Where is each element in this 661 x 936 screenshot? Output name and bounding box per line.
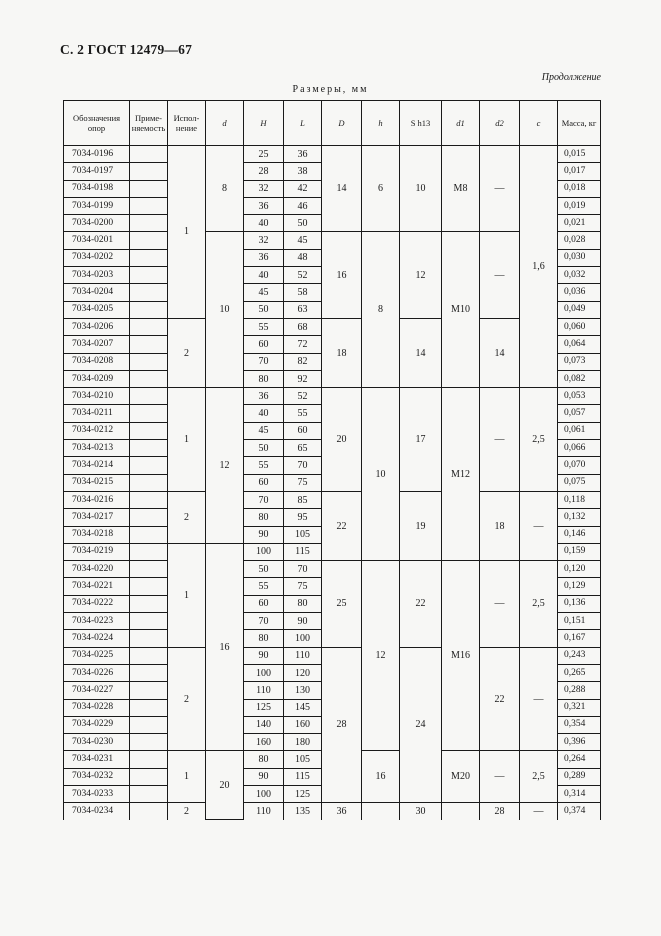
applicability-cell xyxy=(130,751,168,768)
mass-cell: 0,053 xyxy=(558,388,601,405)
L-cell: 68 xyxy=(284,318,322,335)
d-cell: 8 xyxy=(206,146,244,232)
applicability-cell xyxy=(130,318,168,335)
designation-cell: 7034-0227 xyxy=(64,682,130,699)
mass-cell: 0,057 xyxy=(558,405,601,422)
applicability-cell xyxy=(130,613,168,630)
L-cell: 115 xyxy=(284,768,322,785)
mass-cell: 0,082 xyxy=(558,370,601,387)
dimensions-caption: Размеры, мм xyxy=(292,84,369,95)
designation-cell: 7034-0220 xyxy=(64,561,130,578)
L-cell: 120 xyxy=(284,664,322,681)
designation-cell: 7034-0222 xyxy=(64,595,130,612)
H-cell: 60 xyxy=(244,336,284,353)
c-cell: — xyxy=(520,647,558,751)
mass-cell: 0,136 xyxy=(558,595,601,612)
mass-cell: 0,049 xyxy=(558,301,601,318)
L-cell: 45 xyxy=(284,232,322,249)
applicability-cell xyxy=(130,353,168,370)
mass-cell: 0,132 xyxy=(558,509,601,526)
designation-cell: 7034-0217 xyxy=(64,509,130,526)
designation-cell: 7034-0212 xyxy=(64,422,130,439)
page-title: С. 2 ГОСТ 12479—67 xyxy=(60,42,193,57)
version-cell: 1 xyxy=(168,146,206,319)
designation-cell: 7034-0196 xyxy=(64,146,130,163)
H-cell: 32 xyxy=(244,232,284,249)
L-cell: 70 xyxy=(284,457,322,474)
L-cell: 95 xyxy=(284,509,322,526)
d1-cell: M8 xyxy=(442,146,480,232)
H-cell: 100 xyxy=(244,543,284,560)
c-cell: 1,6 xyxy=(520,146,558,388)
applicability-cell xyxy=(130,526,168,543)
designation-cell: 7034-0206 xyxy=(64,318,130,335)
L-cell: 46 xyxy=(284,197,322,214)
mass-cell: 0,019 xyxy=(558,197,601,214)
version-cell: 1 xyxy=(168,543,206,647)
D-cell: 22 xyxy=(322,491,362,560)
H-cell: 70 xyxy=(244,613,284,630)
mass-cell: 0,265 xyxy=(558,664,601,681)
designation-cell: 7034-0230 xyxy=(64,734,130,751)
mass-cell: 0,061 xyxy=(558,422,601,439)
L-cell: 48 xyxy=(284,249,322,266)
header-h: h xyxy=(362,101,400,146)
designation-cell: 7034-0205 xyxy=(64,301,130,318)
designation-cell: 7034-0225 xyxy=(64,647,130,664)
D-cell: 28 xyxy=(322,647,362,803)
designation-cell: 7034-0197 xyxy=(64,163,130,180)
applicability-cell xyxy=(130,803,168,820)
L-cell: 100 xyxy=(284,630,322,647)
header-mass: Масса, кг xyxy=(558,101,601,146)
applicability-cell xyxy=(130,457,168,474)
H-cell: 80 xyxy=(244,509,284,526)
h-cell: 10 xyxy=(362,388,400,561)
applicability-cell xyxy=(130,768,168,785)
d1-cell: M16 xyxy=(442,561,480,751)
L-cell: 180 xyxy=(284,734,322,751)
designation-cell: 7034-0232 xyxy=(64,768,130,785)
applicability-cell xyxy=(130,267,168,284)
d-cell: 12 xyxy=(206,388,244,544)
mass-cell: 0,032 xyxy=(558,267,601,284)
designation-cell: 7034-0231 xyxy=(64,751,130,768)
S-cell: 30 xyxy=(400,803,442,820)
applicability-cell xyxy=(130,215,168,232)
H-cell: 50 xyxy=(244,561,284,578)
H-cell: 60 xyxy=(244,595,284,612)
applicability-cell xyxy=(130,595,168,612)
applicability-cell xyxy=(130,163,168,180)
H-cell: 50 xyxy=(244,440,284,457)
applicability-cell xyxy=(130,699,168,716)
designation-cell: 7034-0203 xyxy=(64,267,130,284)
continuation-label: Продолжение xyxy=(541,72,601,83)
d2-cell: 22 xyxy=(480,647,520,751)
L-cell: 63 xyxy=(284,301,322,318)
applicability-cell xyxy=(130,664,168,681)
designation-cell: 7034-0229 xyxy=(64,716,130,733)
designation-cell: 7034-0198 xyxy=(64,180,130,197)
applicability-cell xyxy=(130,405,168,422)
mass-cell: 0,321 xyxy=(558,699,601,716)
designation-cell: 7034-0199 xyxy=(64,197,130,214)
applicability-cell xyxy=(130,422,168,439)
H-cell: 70 xyxy=(244,491,284,508)
H-cell: 45 xyxy=(244,422,284,439)
L-cell: 52 xyxy=(284,267,322,284)
d2-cell: — xyxy=(480,232,520,318)
designation-cell: 7034-0211 xyxy=(64,405,130,422)
H-cell: 36 xyxy=(244,249,284,266)
applicability-cell xyxy=(130,301,168,318)
H-cell: 110 xyxy=(244,682,284,699)
L-cell: 72 xyxy=(284,336,322,353)
L-cell: 85 xyxy=(284,491,322,508)
d2-cell: — xyxy=(480,146,520,232)
mass-cell: 0,288 xyxy=(558,682,601,699)
L-cell: 55 xyxy=(284,405,322,422)
designation-cell: 7034-0221 xyxy=(64,578,130,595)
header-version: Испол- нение xyxy=(168,101,206,146)
applicability-cell xyxy=(130,440,168,457)
mass-cell: 0,015 xyxy=(558,146,601,163)
table-header xyxy=(64,101,601,146)
applicability-cell xyxy=(130,561,168,578)
mass-cell: 0,070 xyxy=(558,457,601,474)
L-cell: 145 xyxy=(284,699,322,716)
H-cell: 36 xyxy=(244,197,284,214)
mass-cell: 0,396 xyxy=(558,734,601,751)
mass-cell: 0,354 xyxy=(558,716,601,733)
designation-cell: 7034-0218 xyxy=(64,526,130,543)
H-cell: 90 xyxy=(244,768,284,785)
mass-cell: 0,146 xyxy=(558,526,601,543)
designation-cell: 7034-0223 xyxy=(64,613,130,630)
L-cell: 130 xyxy=(284,682,322,699)
designation-cell: 7034-0226 xyxy=(64,664,130,681)
mass-cell: 0,073 xyxy=(558,353,601,370)
designation-cell: 7034-0228 xyxy=(64,699,130,716)
mass-cell: 0,018 xyxy=(558,180,601,197)
applicability-cell xyxy=(130,180,168,197)
applicability-cell xyxy=(130,146,168,163)
designation-cell: 7034-0224 xyxy=(64,630,130,647)
D-cell: 14 xyxy=(322,146,362,232)
applicability-cell xyxy=(130,491,168,508)
d2-cell: 28 xyxy=(480,803,520,820)
H-cell: 40 xyxy=(244,215,284,232)
designation-cell: 7034-0214 xyxy=(64,457,130,474)
applicability-cell xyxy=(130,785,168,802)
version-cell: 2 xyxy=(168,647,206,751)
H-cell: 55 xyxy=(244,578,284,595)
L-cell: 105 xyxy=(284,526,322,543)
table-row xyxy=(64,146,601,163)
S-cell: 24 xyxy=(400,647,442,803)
mass-cell: 0,118 xyxy=(558,491,601,508)
H-cell: 80 xyxy=(244,630,284,647)
D-cell: 20 xyxy=(322,388,362,492)
H-cell: 36 xyxy=(244,388,284,405)
table-row xyxy=(64,491,601,508)
H-cell: 100 xyxy=(244,785,284,802)
mass-cell: 0,017 xyxy=(558,163,601,180)
h-cell: 6 xyxy=(362,146,400,232)
L-cell: 125 xyxy=(284,785,322,802)
d2-cell: — xyxy=(480,388,520,492)
d1-cell: M20 xyxy=(442,751,480,803)
H-cell: 90 xyxy=(244,647,284,664)
designation-cell: 7034-0201 xyxy=(64,232,130,249)
d-cell: 20 xyxy=(206,751,244,820)
applicability-cell xyxy=(130,370,168,387)
L-cell: 50 xyxy=(284,215,322,232)
H-cell: 125 xyxy=(244,699,284,716)
mass-cell: 0,167 xyxy=(558,630,601,647)
L-cell: 80 xyxy=(284,595,322,612)
designation-cell: 7034-0209 xyxy=(64,370,130,387)
h-cell: 12 xyxy=(362,561,400,751)
d2-cell: 18 xyxy=(480,491,520,560)
d2-cell: — xyxy=(480,751,520,803)
applicability-cell xyxy=(130,249,168,266)
applicability-cell xyxy=(130,543,168,560)
mass-cell: 0,289 xyxy=(558,768,601,785)
mass-cell: 0,314 xyxy=(558,785,601,802)
c-cell: 2,5 xyxy=(520,388,558,492)
applicability-cell xyxy=(130,474,168,491)
d-cell: 10 xyxy=(206,232,244,388)
d2-cell: — xyxy=(480,561,520,647)
L-cell: 38 xyxy=(284,163,322,180)
d-cell: 16 xyxy=(206,543,244,751)
applicability-cell xyxy=(130,388,168,405)
L-cell: 92 xyxy=(284,370,322,387)
L-cell: 90 xyxy=(284,613,322,630)
header-d1: d1 xyxy=(442,101,480,146)
designation-cell: 7034-0207 xyxy=(64,336,130,353)
applicability-cell xyxy=(130,630,168,647)
L-cell: 160 xyxy=(284,716,322,733)
H-cell: 90 xyxy=(244,526,284,543)
mass-cell: 0,151 xyxy=(558,613,601,630)
designation-cell: 7034-0204 xyxy=(64,284,130,301)
L-cell: 110 xyxy=(284,647,322,664)
table-row xyxy=(64,388,601,405)
H-cell: 25 xyxy=(244,146,284,163)
header-S: S h13 xyxy=(400,101,442,146)
mass-cell: 0,243 xyxy=(558,647,601,664)
D-cell: 18 xyxy=(322,318,362,387)
H-cell: 40 xyxy=(244,267,284,284)
table-row xyxy=(64,561,601,578)
designation-cell: 7034-0208 xyxy=(64,353,130,370)
mass-cell: 0,075 xyxy=(558,474,601,491)
H-cell: 45 xyxy=(244,284,284,301)
version-cell: 2 xyxy=(168,491,206,543)
c-cell: — xyxy=(520,803,558,820)
header-L: L xyxy=(284,101,322,146)
version-cell: 1 xyxy=(168,388,206,492)
H-cell: 80 xyxy=(244,751,284,768)
header-d: d xyxy=(206,101,244,146)
mass-cell: 0,374 xyxy=(558,803,601,820)
L-cell: 115 xyxy=(284,543,322,560)
applicability-cell xyxy=(130,734,168,751)
applicability-cell xyxy=(130,716,168,733)
designation-cell: 7034-0210 xyxy=(64,388,130,405)
header-d2: d2 xyxy=(480,101,520,146)
H-cell: 55 xyxy=(244,318,284,335)
L-cell: 105 xyxy=(284,751,322,768)
L-cell: 65 xyxy=(284,440,322,457)
L-cell: 70 xyxy=(284,561,322,578)
c-cell: — xyxy=(520,491,558,560)
L-cell: 36 xyxy=(284,146,322,163)
S-cell: 14 xyxy=(400,318,442,387)
L-cell: 52 xyxy=(284,388,322,405)
version-cell: 1 xyxy=(168,751,206,803)
h-cell: 16 xyxy=(362,751,400,803)
applicability-cell xyxy=(130,232,168,249)
L-cell: 60 xyxy=(284,422,322,439)
mass-cell: 0,066 xyxy=(558,440,601,457)
S-cell: 12 xyxy=(400,232,442,318)
S-cell: 19 xyxy=(400,491,442,560)
H-cell: 60 xyxy=(244,474,284,491)
H-cell: 28 xyxy=(244,163,284,180)
H-cell: 140 xyxy=(244,716,284,733)
L-cell: 75 xyxy=(284,578,322,595)
applicability-cell xyxy=(130,647,168,664)
mass-cell: 0,028 xyxy=(558,232,601,249)
L-cell: 58 xyxy=(284,284,322,301)
S-cell: 10 xyxy=(400,146,442,232)
d1-cell: M10 xyxy=(442,232,480,388)
designation-cell: 7034-0234 xyxy=(64,803,130,820)
specification-table xyxy=(63,100,601,820)
header-H: H xyxy=(244,101,284,146)
d1-cell: M12 xyxy=(442,388,480,561)
S-cell: 22 xyxy=(400,561,442,647)
d1-cell xyxy=(442,803,480,820)
designation-cell: 7034-0216 xyxy=(64,491,130,508)
mass-cell: 0,064 xyxy=(558,336,601,353)
D-cell: 36 xyxy=(322,803,362,820)
applicability-cell xyxy=(130,578,168,595)
header-D: D xyxy=(322,101,362,146)
applicability-cell xyxy=(130,509,168,526)
header-row xyxy=(64,101,601,146)
H-cell: 80 xyxy=(244,370,284,387)
header-applicability: Приме- няемость xyxy=(130,101,168,146)
H-cell: 160 xyxy=(244,734,284,751)
H-cell: 55 xyxy=(244,457,284,474)
H-cell: 110 xyxy=(244,803,284,820)
header-c: c xyxy=(520,101,558,146)
table-row xyxy=(64,647,601,664)
designation-cell: 7034-0200 xyxy=(64,215,130,232)
applicability-cell xyxy=(130,197,168,214)
L-cell: 75 xyxy=(284,474,322,491)
applicability-cell xyxy=(130,336,168,353)
designation-cell: 7034-0215 xyxy=(64,474,130,491)
mass-cell: 0,120 xyxy=(558,561,601,578)
version-cell: 2 xyxy=(168,318,206,387)
L-cell: 82 xyxy=(284,353,322,370)
c-cell: 2,5 xyxy=(520,751,558,803)
header-designation: Обозначения опор xyxy=(64,101,130,146)
h-cell: 8 xyxy=(362,232,400,388)
L-cell: 135 xyxy=(284,803,322,820)
applicability-cell xyxy=(130,682,168,699)
designation-cell: 7034-0213 xyxy=(64,440,130,457)
h-cell xyxy=(362,803,400,820)
mass-cell: 0,060 xyxy=(558,318,601,335)
mass-cell: 0,021 xyxy=(558,215,601,232)
H-cell: 32 xyxy=(244,180,284,197)
version-cell: 2 xyxy=(168,803,206,820)
designation-cell: 7034-0233 xyxy=(64,785,130,802)
c-cell: 2,5 xyxy=(520,561,558,647)
H-cell: 40 xyxy=(244,405,284,422)
H-cell: 70 xyxy=(244,353,284,370)
designation-cell: 7034-0202 xyxy=(64,249,130,266)
table-body xyxy=(64,146,601,820)
H-cell: 50 xyxy=(244,301,284,318)
mass-cell: 0,129 xyxy=(558,578,601,595)
S-cell: 17 xyxy=(400,388,442,492)
H-cell: 100 xyxy=(244,664,284,681)
mass-cell: 0,264 xyxy=(558,751,601,768)
L-cell: 42 xyxy=(284,180,322,197)
d2-cell: 14 xyxy=(480,318,520,387)
mass-cell: 0,159 xyxy=(558,543,601,560)
designation-cell: 7034-0219 xyxy=(64,543,130,560)
mass-cell: 0,030 xyxy=(558,249,601,266)
D-cell: 16 xyxy=(322,232,362,318)
D-cell: 25 xyxy=(322,561,362,647)
table-row xyxy=(64,803,601,820)
mass-cell: 0,036 xyxy=(558,284,601,301)
applicability-cell xyxy=(130,284,168,301)
